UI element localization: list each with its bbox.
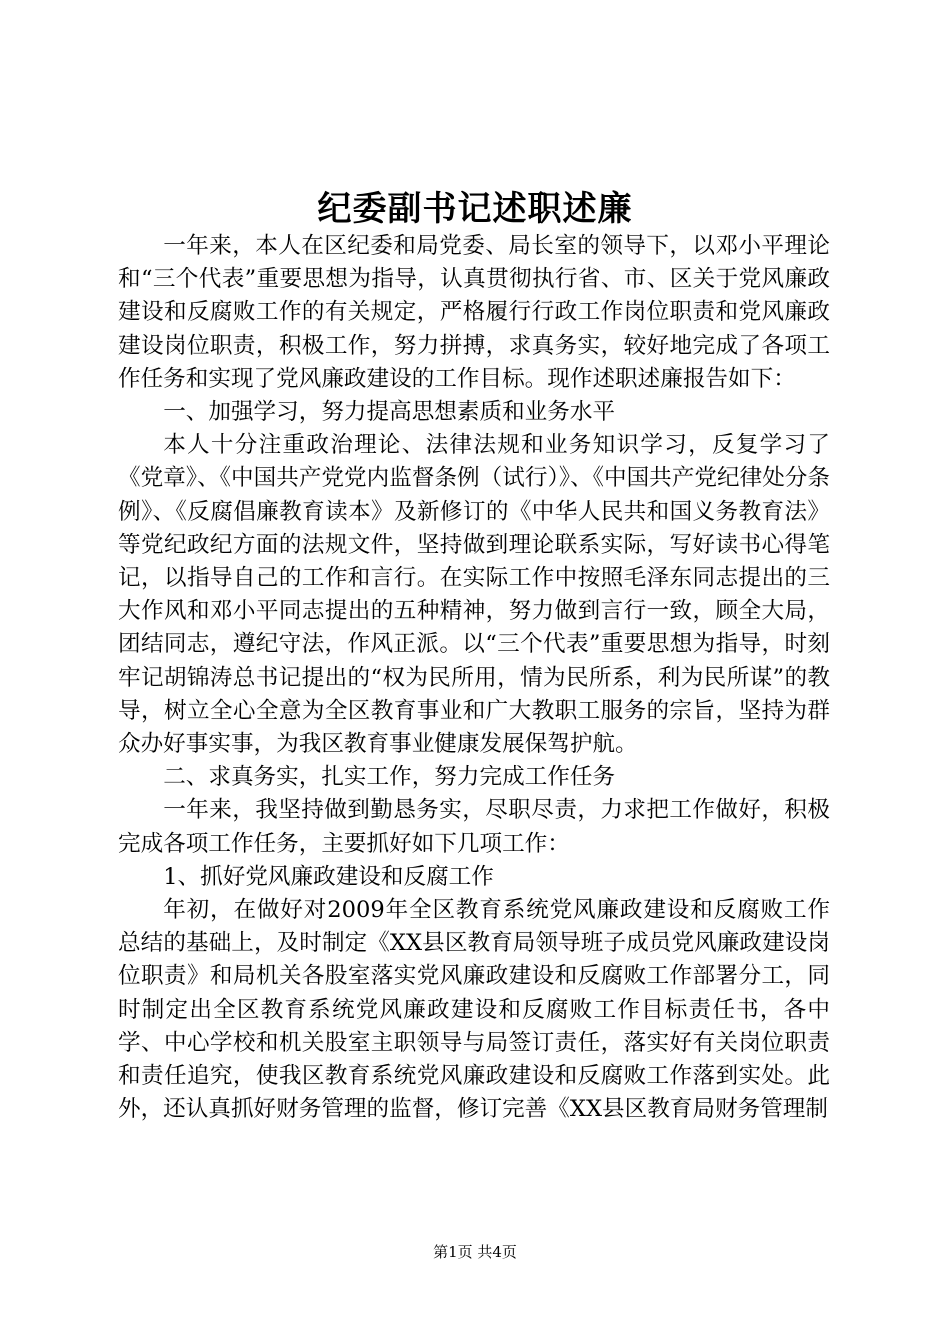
document-body (118, 230, 830, 1126)
document-title: 纪委副书记述职述廉 (317, 189, 633, 229)
page-number-footer: 第1页 共4页 (433, 1243, 517, 1261)
paragraph-work-intro: 一年来，我坚持做到勤恳务实，尽职尽责，力求把工作做好，积极完成各项工作任务，主要抓好如下几项工作： (118, 797, 830, 857)
paragraph-study: 本人十分注重政治理论、法律法规和业务知识学习，反复学习了《党章》、《中国共产党党内监督条例（试行）》、《中国共产党纪律处分条例》、《反腐倡廉教育读本》及新修订的《中华人民共和国义务教育法》等党纪政纪方面的法规文件，坚持做到理论联系实际，写好读书心得笔记，以指导自己的工作和言行。在实际工作中按照毛泽东同志提出的三大作风和邓小平同志提出的五种精神，努力做到言行一致，顾全大局，团结同志，遵纪守法，作风正派。以“三个代表”重要思想为指导，时刻牢记胡锦涛总书记提出的“权为民所用，情为民所系，利为民所谋”的教导，树立全心全意为全区教育事业和广大教职工服务的宗旨，坚持为群众办好事实事，为我区教育事业健康发展保驾护航。 (118, 432, 830, 758)
subsection-heading-1: 1、抓好党风廉政建设和反腐工作 (163, 863, 494, 890)
section-heading-2: 二、求真务实，扎实工作，努力完成工作任务 (163, 764, 616, 791)
paragraph-intro: 一年来，本人在区纪委和局党委、局长室的领导下，以邓小平理论和“三个代表”重要思想为指导，认真贯彻执行省、市、区关于党风廉政建设和反腐败工作的有关规定，严格履行行政工作岗位职责和党风廉政建设岗位职责，积极工作，努力拼搏，求真务实，较好地完成了各项工作任务和实现了党风廉政建设的工作目标。现作述职述廉报告如下： (118, 233, 830, 392)
section-heading-1: 一、加强学习，努力提高思想素质和业务水平 (163, 399, 616, 426)
paragraph-anticorruption: 年初，在做好对2009年全区教育系统党风廉政建设和反腐败工作总结的基础上，及时制定《XX县区教育局领导班子成员党风廉政建设岗位职责》和局机关各股室落实党风廉政建设和反腐败工作部署分工，同时制定出全区教育系统党风廉政建设和反腐败工作目标责任书，各中学、中心学校和机关股室主职领导与局签订责任，落实好有关岗位职责和责任追究，使我区教育系统党风廉政建设和反腐败工作落到实处。此外，还认真抓好财务管理的监督，修订完善《XX县区教育局财务管理制 (118, 897, 830, 1123)
